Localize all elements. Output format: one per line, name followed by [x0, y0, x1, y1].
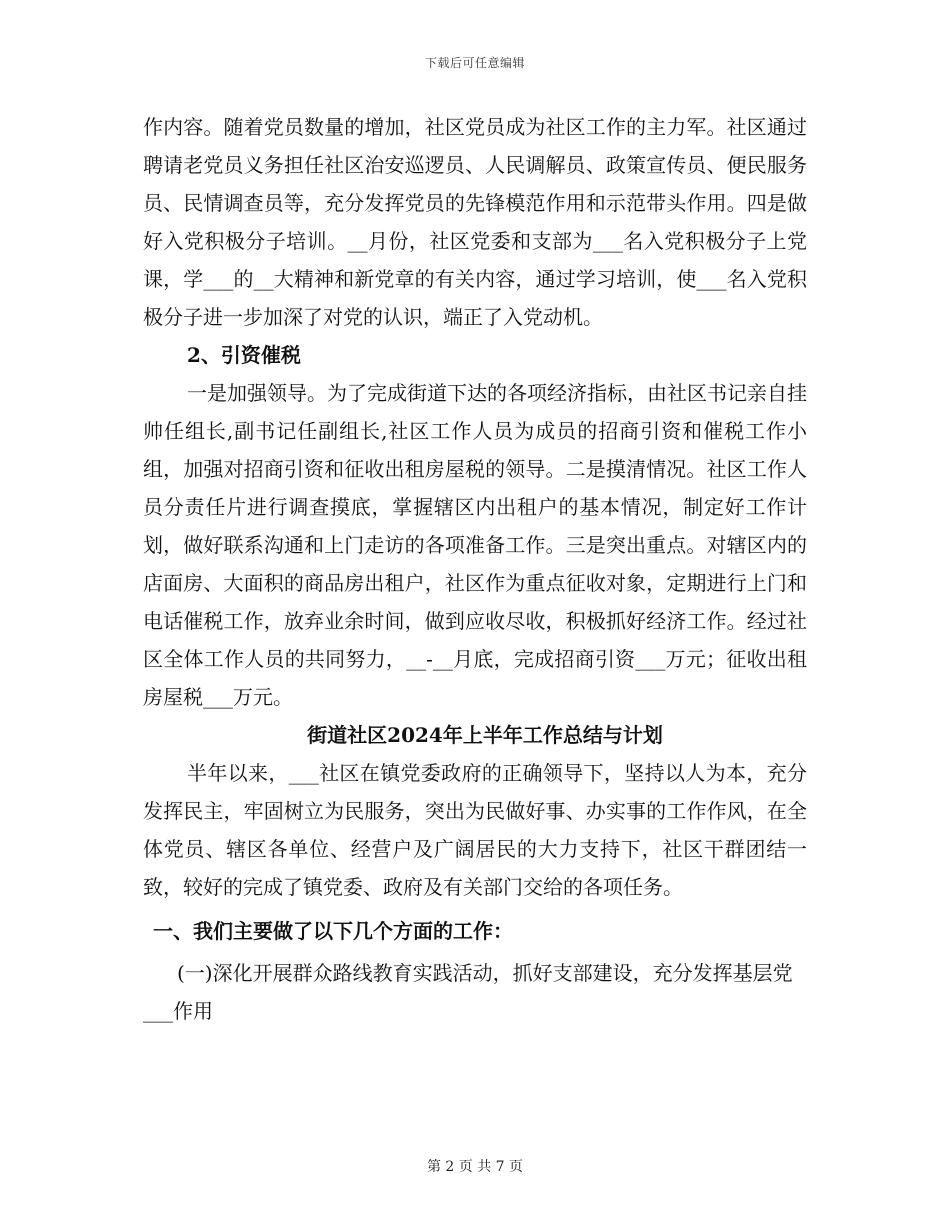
- document-body: [143, 108, 807, 1030]
- paragraph-intro: 半年以来，___社区在镇党委政府的正确领导下，坚持以人为本，充分发挥民主，牢固树立为民服务，突出为民做好事、办实事的工作作风，在全体党员、辖区各单位、经营户及广阔居民的大力支持下，社区干群团结一致，较好的完成了镇党委、政府及有关部门交给的各项任务。: [143, 761, 807, 899]
- document-title: 街道社区2024年上半年工作总结与计划: [307, 723, 663, 747]
- paragraph-investment-tax: 一是加强领导。为了完成街道下达的各项经济指标，由社区书记亲自挂帅任组长,副书记任副组长,社区工作人员为成员的招商引资和催税工作小组，加强对招商引资和征收出租房屋税的领导。二是摸清情况。社区工作人员分责任片进行调查摸底，掌握辖区内出租户的基本情况，制定好工作计划，做好联系沟通和上门走访的各项准备工作。三是突出重点。对辖区内的店面房、大面积的商品房出租户，社区作为重点征收对象，定期进行上门和电话催税工作，放弃业余时间，做到应收尽收，积极抓好经济工作。经过社区全体工作人员的共同努力，__-__月底，完成招商引资___万元；征收出租房屋税___万元。: [143, 381, 807, 709]
- subheading-investment-tax: 2、引资催税: [187, 343, 301, 367]
- page-number: 第 2 页 共 7 页: [426, 1159, 524, 1175]
- paragraph-continued: 作内容。随着党员数量的增加，社区党员成为社区工作的主力军。社区通过聘请老党员义务担任社区治安巡逻员、人民调解员、政策宣传员、便民服务员、民情调查员等，充分发挥党员的先锋模范作用和示范带头作用。四是做好入党积极分子培训。__月份，社区党委和支部为___名入党积极分子上党课，学___的__大精神和新党章的有关内容，通过学习培训，使___名入党积极分子进一步加深了对党的认识，端正了入党动机。: [143, 115, 807, 329]
- header-note: 下载后可任意编辑: [424, 56, 525, 70]
- subheading-mass-line: (一)深化开展群众路线教育实践活动，抓好支部建设，充分发挥基层党___作用: [143, 961, 793, 1023]
- section-heading-work: 一、我们主要做了以下几个方面的工作：: [153, 919, 513, 943]
